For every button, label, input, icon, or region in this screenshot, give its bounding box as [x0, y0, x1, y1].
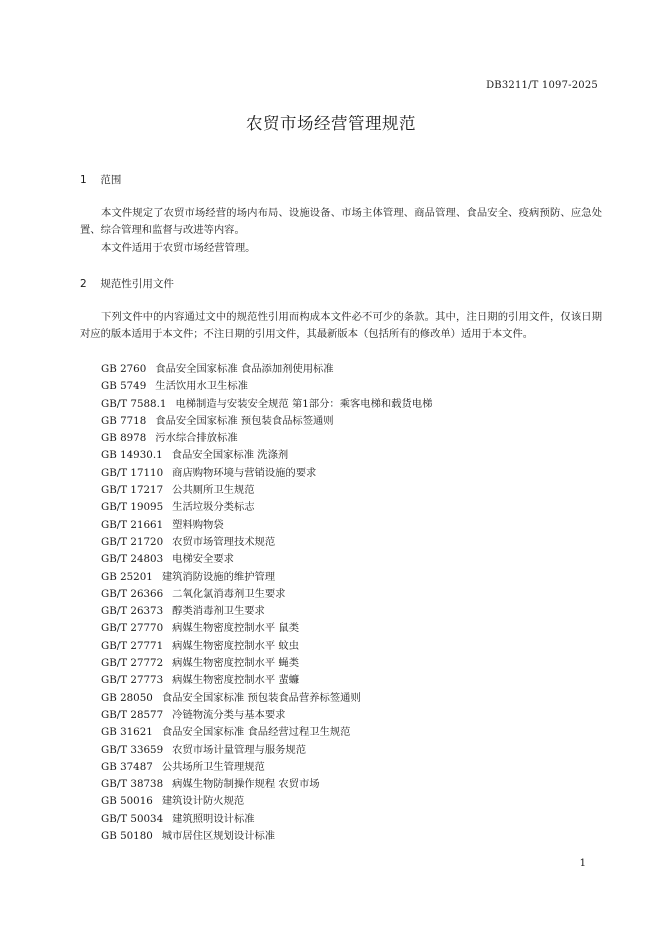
reference-item — [101, 793, 432, 810]
reference-item — [101, 378, 432, 395]
section-1-title: 范围 — [100, 174, 122, 186]
reference-title: 病媒生物密度控制水平 鼠类 — [172, 622, 300, 635]
reference-item — [101, 361, 432, 378]
reference-code: GB 50180 — [101, 830, 153, 843]
reference-code: GB/T 27771 — [101, 639, 164, 652]
page-number: 1 — [579, 858, 586, 869]
reference-item — [101, 569, 432, 586]
reference-title: 建筑消防设施的维护管理 — [161, 570, 276, 583]
reference-item — [101, 586, 432, 603]
reference-item — [101, 447, 432, 464]
reference-code: GB 50016 — [101, 795, 153, 808]
reference-title: 食品安全国家标准 洗涤剂 — [171, 449, 289, 462]
reference-item — [101, 413, 432, 430]
reference-title: 生活垃圾分类标志 — [172, 501, 255, 514]
reference-title: 公共厕所卫生规范 — [172, 484, 255, 497]
reference-title: 冷链物流分类与基本要求 — [172, 708, 286, 721]
reference-code: GB/T 19095 — [101, 501, 164, 514]
reference-title: 病媒生物密度控制水平 蚊虫 — [172, 639, 300, 652]
reference-code: GB 31621 — [101, 726, 153, 739]
standard-code: DB3211/T 1097-2025 — [486, 80, 598, 91]
reference-code: GB/T 28577 — [101, 708, 164, 721]
reference-title: 病媒生物密度控制水平 蝇类 — [172, 657, 300, 670]
section-1-heading — [80, 172, 121, 187]
reference-code: GB 25201 — [101, 570, 153, 583]
reference-code: GB 28050 — [101, 691, 153, 704]
reference-item — [101, 534, 432, 551]
reference-item — [101, 638, 432, 655]
reference-list — [101, 361, 432, 845]
reference-item — [101, 603, 432, 620]
reference-title: 食品安全国家标准 食品经营过程卫生规范 — [161, 726, 351, 739]
reference-item — [101, 517, 432, 534]
reference-code: GB 7718 — [101, 414, 147, 427]
reference-code: GB 37487 — [101, 760, 153, 773]
reference-code: GB/T 50034 — [101, 812, 164, 825]
reference-title: 电梯安全要求 — [172, 553, 234, 566]
references-intro: 下列文件中的内容通过文中的规范性引用而构成本文件必不可少的条款。其中，注日期的引用文件，仅该日期对应的版本适用于本文件；不注日期的引用文件，其最新版本（包括所有的修改单）适用于本文件。 — [80, 311, 602, 341]
scope-paragraph-1: 本文件规定了农贸市场经营的场内布局、设施设备、市场主体管理、商品管理、食品安全、疫病预防、应急处置、综合管理和监督与改进等内容。 — [80, 207, 602, 237]
reference-code: GB/T 7588.1 — [101, 397, 167, 410]
reference-title: 二氧化氯消毒剂卫生要求 — [172, 587, 286, 600]
reference-item — [101, 482, 432, 499]
section-2-title: 规范性引用文件 — [100, 278, 174, 290]
reference-item — [101, 430, 432, 447]
reference-item — [101, 551, 432, 568]
reference-title: 农贸市场计量管理与服务规范 — [172, 743, 307, 756]
reference-item — [101, 724, 432, 741]
reference-code: GB/T 26366 — [101, 587, 164, 600]
reference-title: 生活饮用水卫生标准 — [155, 380, 248, 393]
reference-code: GB/T 38738 — [101, 778, 164, 791]
reference-title: 城市居住区规划设计标准 — [161, 830, 276, 843]
reference-item — [101, 742, 432, 759]
reference-code: GB/T 27770 — [101, 622, 164, 635]
reference-code: GB 8978 — [101, 432, 147, 445]
reference-code: GB/T 21661 — [101, 518, 164, 531]
reference-item — [101, 655, 432, 672]
reference-item — [101, 672, 432, 689]
reference-item — [101, 759, 432, 776]
reference-title: 农贸市场管理技术规范 — [172, 535, 276, 548]
reference-title: 公共场所卫生管理规范 — [161, 760, 265, 773]
reference-title: 商店购物环境与营销设施的要求 — [172, 466, 317, 479]
reference-title: 电梯制造与安装安全规范 第1部分：乘客电梯和载货电梯 — [175, 397, 433, 410]
reference-title: 食品安全国家标准 预包装食品营养标签通则 — [161, 691, 361, 704]
reference-code: GB/T 17110 — [101, 466, 164, 479]
document-title: 农贸市场经营管理规范 — [246, 114, 416, 133]
reference-item — [101, 465, 432, 482]
reference-title: 醇类消毒剂卫生要求 — [172, 605, 265, 618]
reference-item — [101, 707, 432, 724]
reference-title: 污水综合排放标准 — [155, 432, 238, 445]
reference-title: 建筑照明设计标准 — [172, 812, 255, 825]
section-1-number: 1 — [80, 174, 87, 186]
reference-title: 塑料购物袋 — [172, 518, 224, 531]
section-2-heading — [80, 276, 174, 291]
reference-title: 病媒生物密度控制水平 蜚蠊 — [172, 674, 300, 687]
reference-item — [101, 811, 432, 828]
reference-title: 食品安全国家标准 预包装食品标签通则 — [155, 414, 334, 427]
reference-item — [101, 620, 432, 637]
scope-paragraph-2: 本文件适用于农贸市场经营管理。 — [101, 242, 256, 254]
reference-item — [101, 396, 432, 413]
reference-item — [101, 776, 432, 793]
reference-item — [101, 828, 432, 845]
reference-title: 建筑设计防火规范 — [161, 795, 245, 808]
reference-code: GB 14930.1 — [101, 449, 163, 462]
reference-code: GB/T 27773 — [101, 674, 164, 687]
reference-code: GB/T 27772 — [101, 657, 164, 670]
reference-title: 病媒生物防制操作规程 农贸市场 — [172, 778, 320, 791]
reference-code: GB 5749 — [101, 380, 147, 393]
reference-item — [101, 690, 432, 707]
reference-code: GB/T 24803 — [101, 553, 164, 566]
reference-title: 食品安全国家标准 食品添加剂使用标准 — [155, 363, 334, 375]
reference-code: GB/T 21720 — [101, 535, 164, 548]
reference-code: GB/T 17217 — [101, 484, 164, 497]
section-2-number: 2 — [80, 278, 87, 290]
reference-code: GB 2760 — [101, 363, 147, 375]
reference-code: GB/T 26373 — [101, 605, 164, 618]
reference-item — [101, 499, 432, 516]
reference-code: GB/T 33659 — [101, 743, 164, 756]
